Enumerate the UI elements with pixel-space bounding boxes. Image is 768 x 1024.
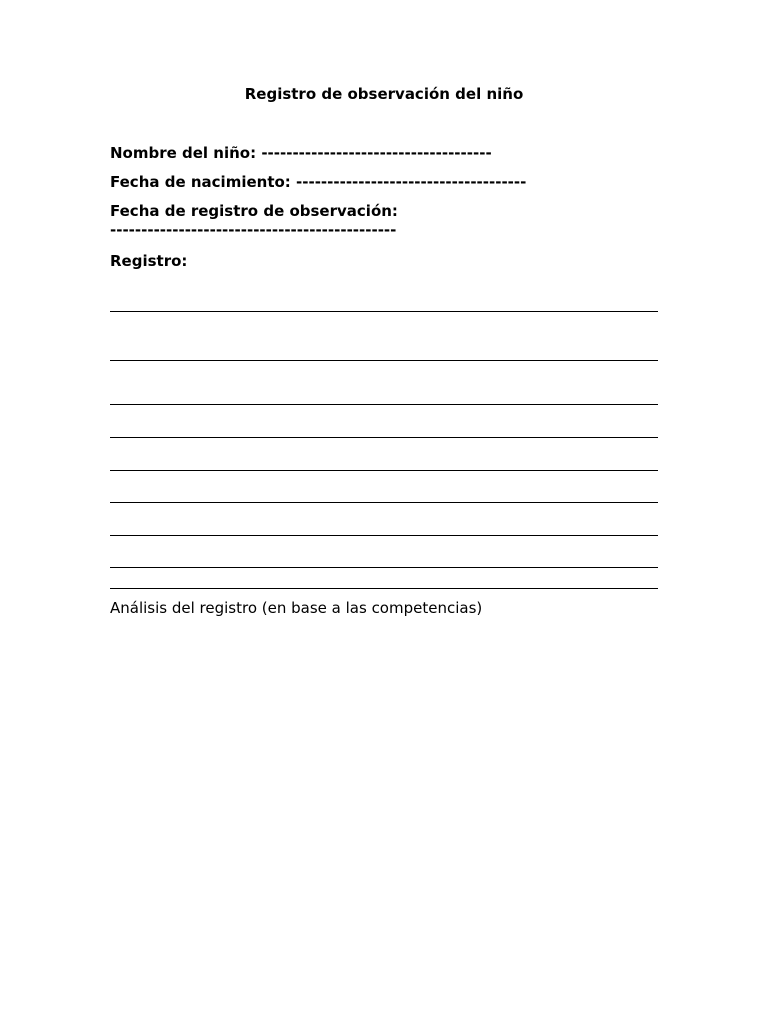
writing-line: [110, 404, 658, 405]
analysis-label: Análisis del registro (en base a las competencias): [110, 599, 483, 617]
writing-line: [110, 470, 658, 471]
observation-date-label: Fecha de registro de observación:: [110, 202, 398, 220]
writing-line: [110, 588, 658, 589]
record-label: Registro:: [110, 252, 188, 270]
writing-line: [110, 567, 658, 568]
writing-line: [110, 437, 658, 438]
writing-line: [110, 502, 658, 503]
observation-date-line: ----------------------------------------------: [110, 221, 397, 239]
child-name-field: Nombre del niño: -------------------------------------: [110, 144, 492, 162]
birth-date-field: Fecha de nacimiento: -------------------------------------: [110, 173, 527, 191]
writing-line: [110, 535, 658, 536]
writing-line: [110, 360, 658, 361]
writing-line: [110, 311, 658, 312]
document-title: Registro de observación del niño: [244, 85, 524, 103]
